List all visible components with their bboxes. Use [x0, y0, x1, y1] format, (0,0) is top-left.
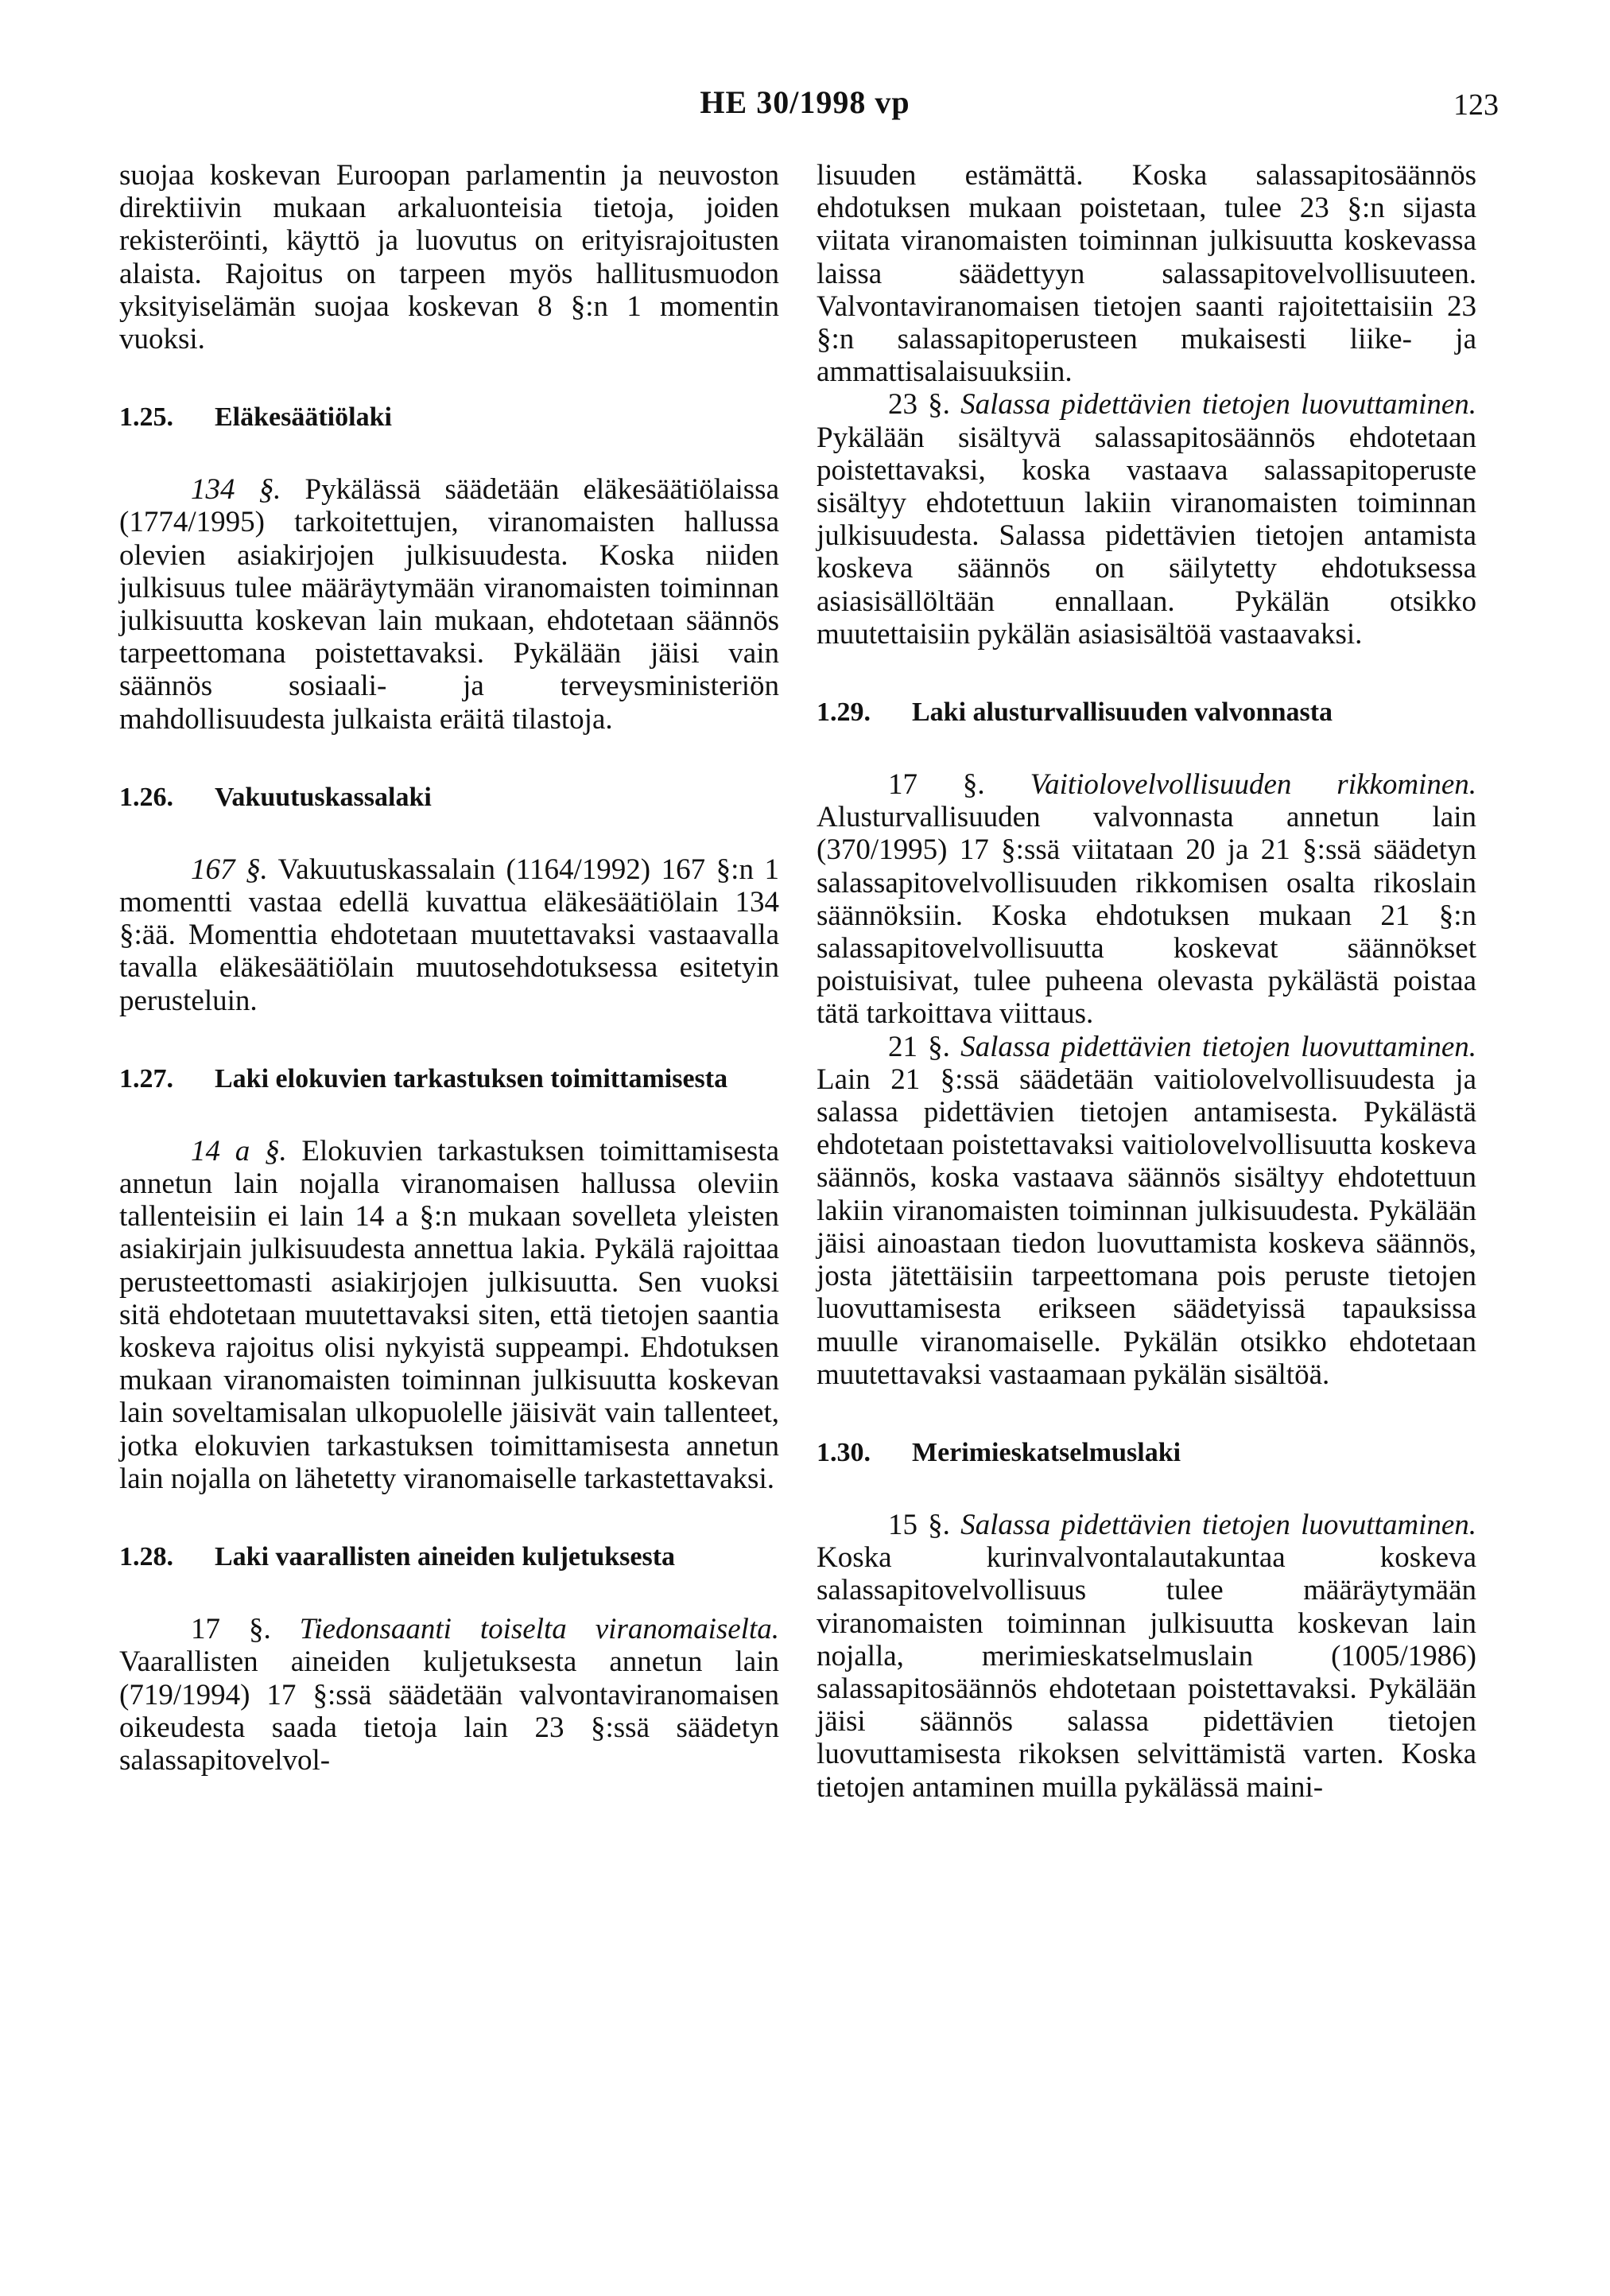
paragraph-number: 23 §. [888, 388, 950, 422]
paragraph [817, 1031, 1476, 1391]
paragraph [817, 768, 1476, 1031]
section-title: Eläkesäätiölaki [215, 402, 392, 433]
paragraph-number: 17 §. [888, 768, 985, 802]
paragraph [817, 1509, 1476, 1804]
paragraph-text: Alusturvallisuuden valvonnasta annetun lain (370/1995) 17 §:ssä viitataan 20 ja 21 §:ssä säädetyn salassapitovelvollisuuden rikkomisen osalta rikoslain säännöksiin. Koska ehdotuksen mukaan 21 §:n salassapitovelvollisuutta koskevat säännökset poistuisivat, tulee puheena olevasta pykälästä poistaa tätä tarkoittava viittaus. [817, 801, 1476, 1031]
section-title: Laki vaarallisten aineiden kuljetuksesta [215, 1542, 676, 1572]
paragraph [119, 853, 779, 1017]
section-number: 1.26. [119, 782, 173, 812]
paragraph-lead: 134 §. [191, 473, 281, 507]
paragraph-text: Pykälään sisältyvä salassapitosäännös ehdotetaan poistettavaksi, koska vastaava salassapitoperuste sisältyy ehdotettuun lakiin viranomaisten toiminnan julkisuudesta. Salassa pidettävien tietojen antamista koskeva säännös on säilytetty ehdotuksessa asiasisällöltään ennallaan. Pykälän otsikko muutettaisiin pykälän asiasisältöä vastaavaksi. [817, 421, 1476, 651]
paragraph-heading: Salassa pidettävien tietojen luovuttaminen. [960, 1508, 1477, 1541]
section-title: Laki elokuvien tarkastuksen toimittamisesta [215, 1063, 728, 1094]
left-column [119, 159, 779, 1777]
paragraph [119, 1135, 779, 1495]
paragraph-number: 17 §. [191, 1613, 271, 1646]
paragraph [119, 1613, 779, 1777]
paragraph-lead: 167 §. [191, 853, 268, 886]
paragraph-text: Koska kurinvalvontalautakuntaa koskeva salassapitovelvollisuus tulee määräytymään viranomaisten toiminnan julkisuutta koskevan lain nojalla, merimieskatselmuslain (1005/1986) salassapitosäännös ehdotetaan poistettavaksi. Pykälään jäisi säännös salassa pidettävien tietojen luovuttamisesta rikoksen selvittämistä varten. Koska tietojen antaminen muilla pykälässä maini- [817, 1541, 1476, 1804]
paragraph: suojaa koskevan Euroopan parlamentin ja neuvoston direktiivin mukaan arkaluonteisia tietoja, joiden rekisteröinti, käyttö ja luovutus on erityisrajoitusten alaista. Rajoitus on tarpeen myös hallitusmuodon yksityiselämän suojaa koskevan 8 §:n 1 momentin vuoksi. [119, 159, 779, 356]
section-number: 1.30. [817, 1437, 871, 1467]
paragraph-number: 15 §. [888, 1508, 950, 1541]
paragraph-text: Elokuvien tarkastuksen toimittamisesta annetun lain nojalla viranomaisen hallussa oleviin tallenteisiin ei lain 14 a §:n mukaan sovelleta yleisten asiakirjain julkisuudesta annettua lakia. Pykälä rajoittaa perusteettomasti asiakirjojen julkisuutta. Sen vuoksi sitä ehdotetaan muutettavaksi siten, että tietojen saantia koskeva rajoitus olisi nykyistä suppeampi. Ehdotuksen mukaan viranomaisten toiminnan julkisuutta koskevan lain soveltamisalan ulkopuolelle jäisivät vain tallenteet, jotka elokuvien tarkastuksen toimittamisesta annetun lain nojalla on lähetetty viranomaiselle tarkastettavaksi. [119, 1134, 779, 1495]
section-heading [119, 782, 779, 814]
section-heading [817, 697, 1476, 728]
paragraph-heading: Tiedonsaanti toiselta viranomaiselta. [299, 1613, 779, 1646]
section-title: Laki alusturvallisuuden valvonnasta [912, 697, 1333, 728]
paragraph-heading: Vaitiolovelvollisuuden rikkominen. [1030, 768, 1476, 802]
section-number: 1.29. [817, 697, 871, 728]
paragraph [817, 388, 1476, 651]
section-number: 1.28. [119, 1542, 173, 1572]
paragraph-text: Lain 21 §:ssä säädetään vaitiolovelvollisuudesta ja salassa pidettävien tietojen antamisesta. Pykälästä ehdotetaan poistettavaksi vaitiolovelvollisuutta koskeva säännös, koska vastaava säännös sisältyy ehdotettuun lakiin viranomaisten toiminnan julkisuudesta. Pykälään jäisi ainoastaan tiedon luovuttamista koskeva säännös, josta jätettäisiin tarpeettomana pois peruste tietojen luovuttamisesta erikseen säädetyissä tapauksissa muulle viranomaiselle. Pykälän otsikko ehdotetaan muutettavaksi vastaamaan pykälän sisältöä. [817, 1063, 1476, 1391]
paragraph-lead: 14 a §. [191, 1134, 287, 1167]
paragraph-number: 21 §. [888, 1030, 950, 1063]
right-column [817, 159, 1476, 1804]
section-heading [119, 402, 779, 433]
section-title: Vakuutuskassalaki [215, 782, 432, 812]
section-heading [119, 1541, 779, 1573]
section-title: Merimieskatselmuslaki [912, 1437, 1181, 1467]
paragraph-text: Vakuutuskassalain (1164/1992) 167 §:n 1 momentti vastaa edellä kuvattua eläkesäätiölain 134 §:ää. Momenttia ehdotetaan muutettavaksi vastaavalla tavalla eläkesäätiölain muutosehdotuksessa esitetyin perusteluin. [119, 853, 779, 1017]
paragraph [119, 473, 779, 736]
paragraph-text: Vaarallisten aineiden kuljetuksesta annetun lain (719/1994) 17 §:ssä säädetään valvontaviranomaisen oikeudesta saada tietoja lain 23 §:ssä säädetyn salassapitovelvol- [119, 1645, 779, 1777]
paragraph: lisuuden estämättä. Koska salassapitosäännös ehdotuksen mukaan poistetaan, tulee 23 §:n sijasta viitata viranomaisten toiminnan julkisuutta koskevassa laissa säädettyyn salassapitovelvollisuuteen. Valvontaviranomaisen tietojen saanti rajoitettaisiin 23 §:n salassapitoperusteen mukaisesti liike- ja ammattisalaisuuksiin. [817, 159, 1476, 389]
page-number: 123 [1453, 88, 1499, 122]
paragraph-heading: Salassa pidettävien tietojen luovuttaminen. [960, 388, 1477, 422]
section-number: 1.27. [119, 1063, 173, 1094]
running-title: HE 30/1998 vp [700, 84, 910, 120]
section-heading [119, 1063, 779, 1095]
section-heading [817, 1437, 1476, 1469]
section-number: 1.25. [119, 402, 173, 433]
paragraph-text: Pykälässä säädetään eläkesäätiölaissa (1774/1995) tarkoitettujen, viranomaisten hallussa olevien asiakirjojen julkisuudesta. Koska niiden julkisuus tulee määräytymään viranomaisten toiminnan julkisuutta koskevan lain mukaan, ehdotetaan säännös tarpeettomana poistettavaksi. Pykälään jäisi vain säännös sosiaali- ja terveysministeriön mahdollisuudesta julkaista eräitä tilastoja. [119, 473, 780, 736]
paragraph-heading: Salassa pidettävien tietojen luovuttaminen. [960, 1030, 1477, 1063]
